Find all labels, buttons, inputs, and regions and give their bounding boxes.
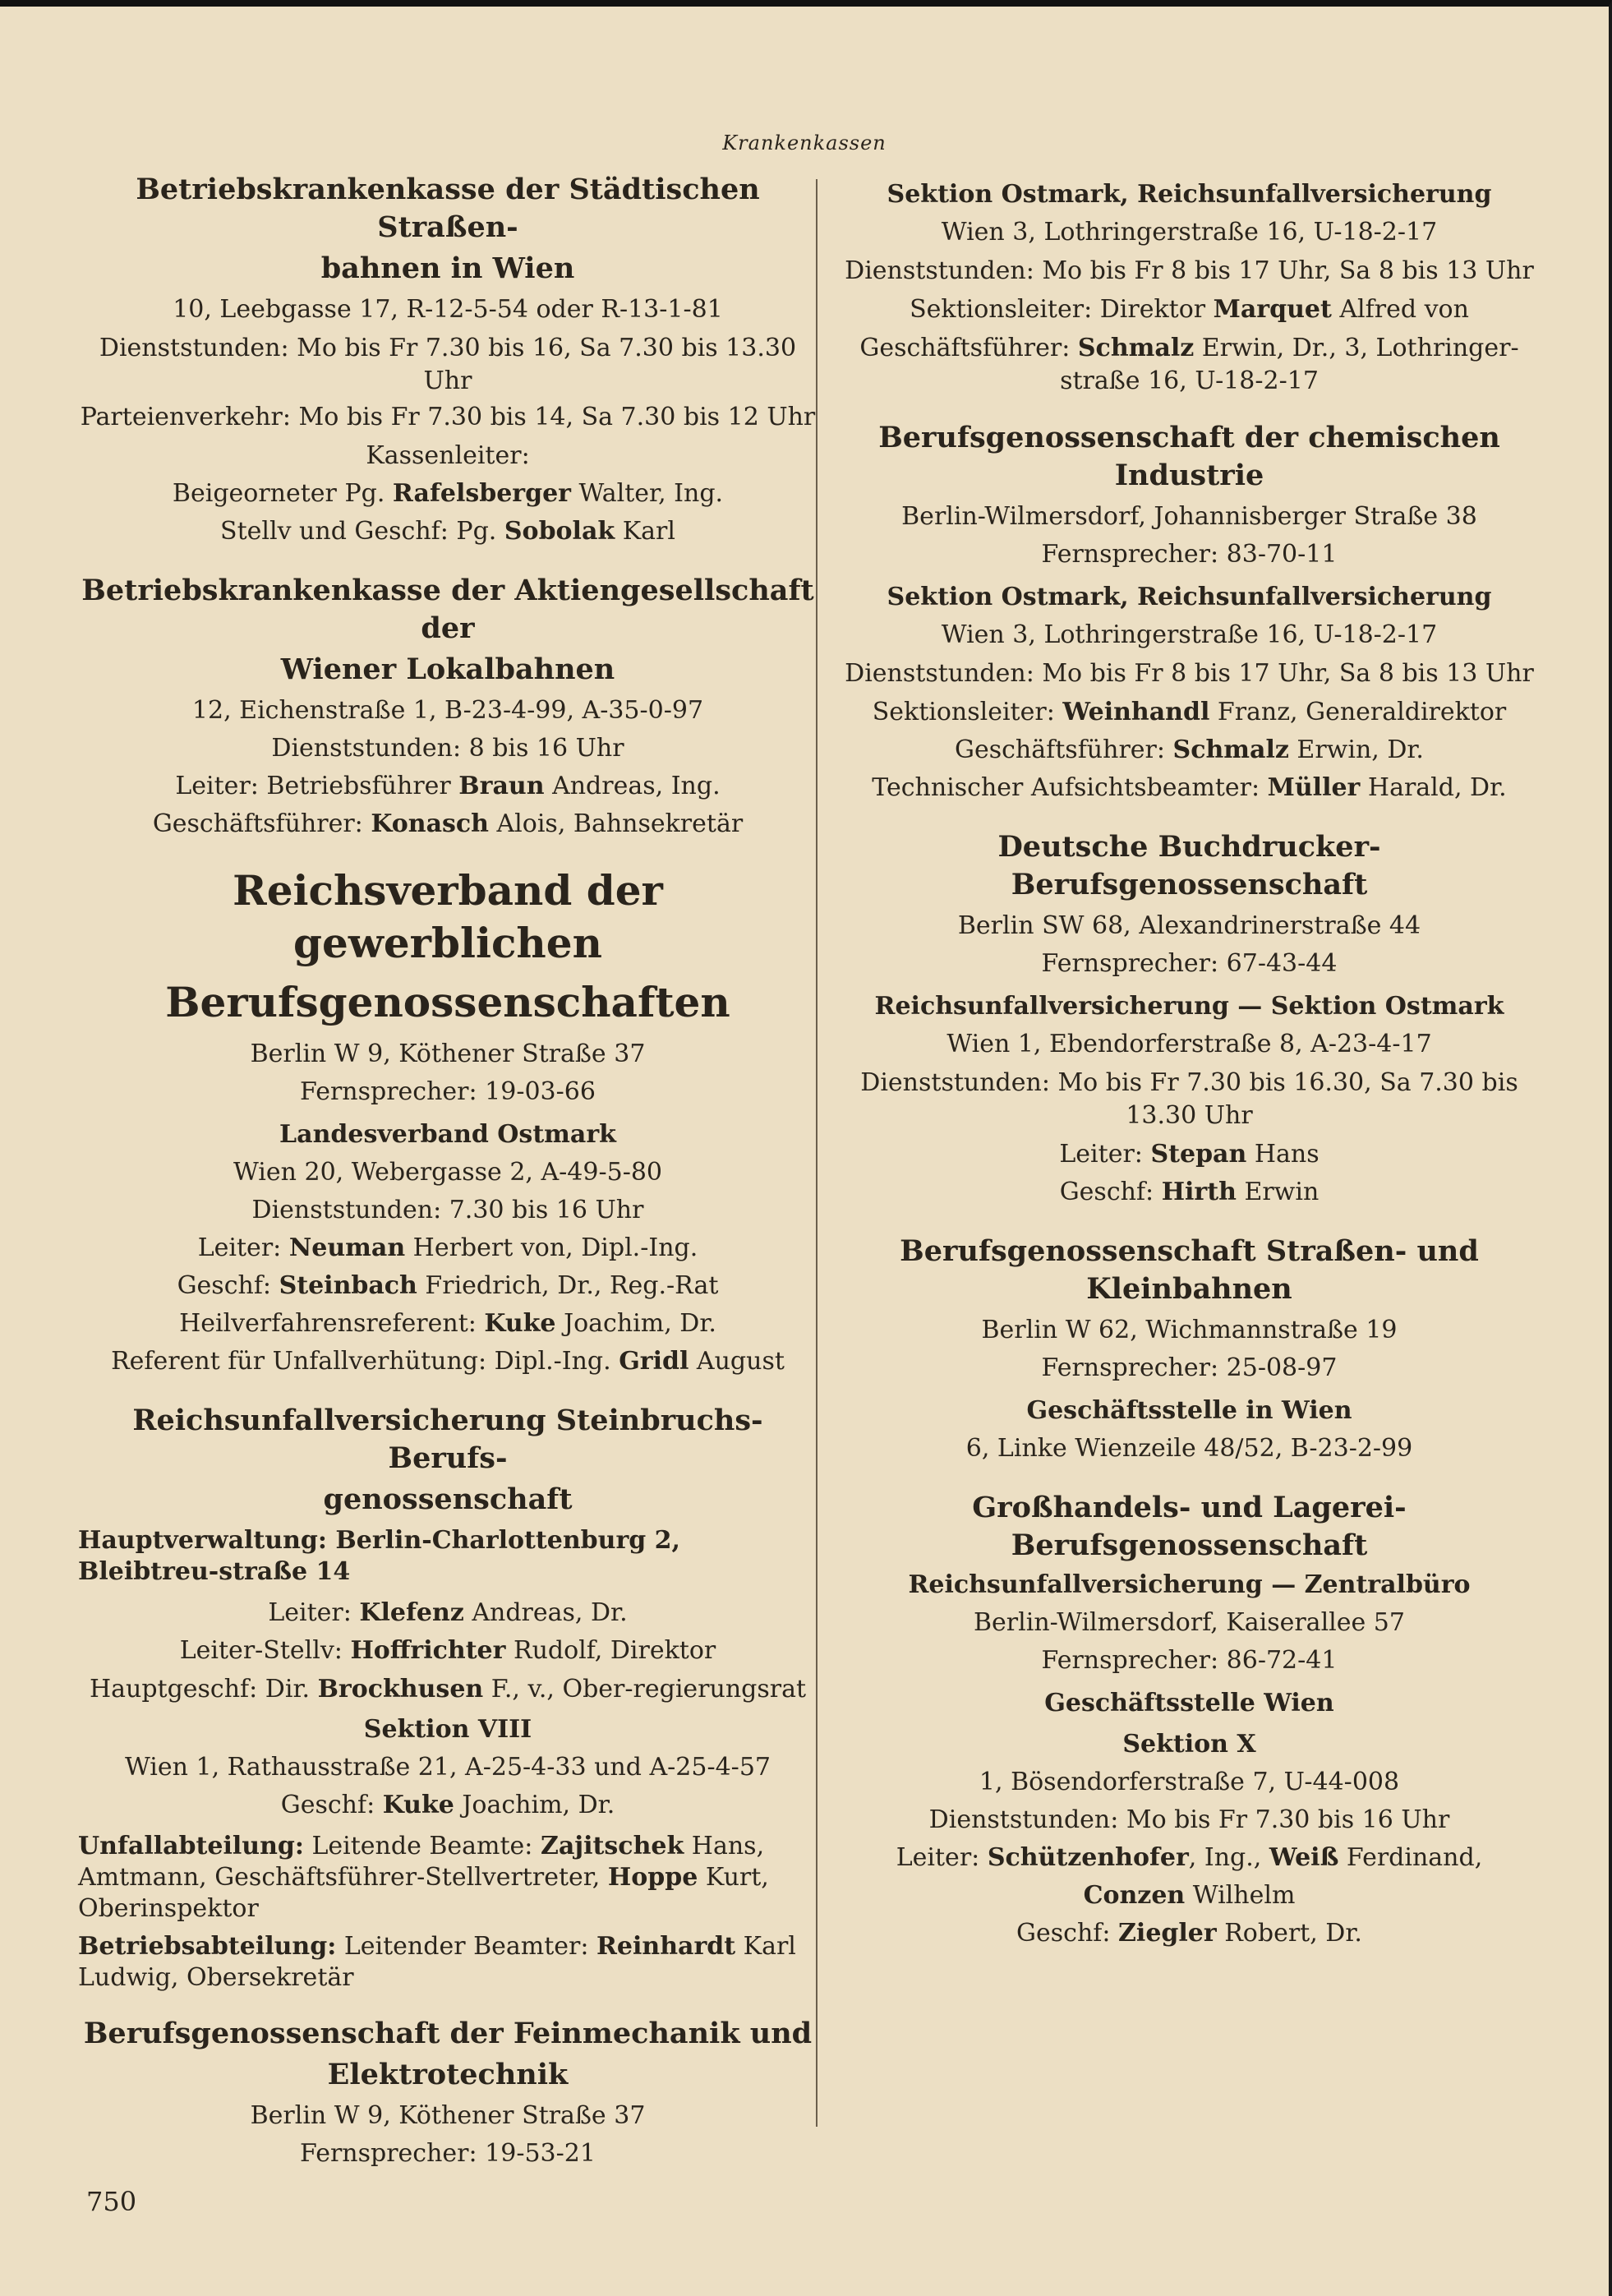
address: 10, Leebgasse 17, R-12-5-54 oder R-13-1-81 <box>173 295 723 324</box>
person-name: Braun <box>458 772 545 800</box>
phone: Fernsprecher: 25-08-97 <box>1041 1353 1338 1382</box>
person-line: Leiter: Neuman Herbert von, Dipl.-Ing. <box>197 1233 698 1262</box>
subheading: Landesverband Ostmark <box>279 1120 616 1149</box>
person-line: Geschf: Steinbach Friedrich, Dr., Reg.-Rat <box>177 1271 719 1300</box>
person-name: Müller <box>1267 773 1361 802</box>
person-line: Hauptgeschf: Dir. Brockhusen F., v., Ober-regierungsrat <box>89 1675 807 1704</box>
subheading: Sektion VIII <box>363 1715 532 1744</box>
subheading: Sektion X <box>1122 1730 1256 1759</box>
person-name: Weinhandl <box>1062 698 1210 726</box>
person-line: Geschf: Kuke Joachim, Dr. <box>280 1791 615 1819</box>
subheading: Sektion Ostmark, Reichsunfallversicherung <box>887 583 1492 611</box>
person-name: Hirth <box>1161 1178 1237 1206</box>
person-name: Schützenhofer <box>987 1843 1189 1872</box>
public-hours: Parteienverkehr: Mo bis Fr 7.30 bis 14, Sa 7.30 bis 12 Uhr <box>80 403 816 431</box>
person-name: Kuke <box>484 1309 556 1338</box>
entry-title: Deutsche Buchdrucker-Berufsgenossenschaft <box>997 830 1381 901</box>
phone: Fernsprecher: 67-43-44 <box>1041 949 1338 978</box>
address: Wien 20, Webergasse 2, A-49-5-80 <box>233 1158 663 1187</box>
entry-title-cont: Elektrotechnik <box>327 2058 569 2091</box>
right-column <box>830 171 1549 1974</box>
operations-department: Betriebsabteilung: Leitender Beamter: Reinhardt Karl Ludwig, Obersekretär <box>78 1932 796 1992</box>
person-name: Marquet <box>1213 295 1332 324</box>
person-name: Gridl <box>619 1347 689 1376</box>
person-line: Geschäftsführer: Konasch Alois, Bahnsekretär <box>152 809 744 838</box>
person-name: Reinhardt <box>596 1932 736 1961</box>
entry-betriebskrankenkasse-strassenbahnen <box>78 171 818 551</box>
entry-title-cont: Wiener Lokalbahnen <box>280 652 615 686</box>
subheading: Geschäftsstelle Wien <box>1044 1689 1334 1717</box>
entry-title-cont: bahnen in Wien <box>320 251 575 285</box>
person-name: Hoppe <box>607 1863 698 1892</box>
person-name: Stepan <box>1150 1140 1247 1169</box>
address: Berlin SW 68, Alexandrinerstraße 44 <box>957 911 1421 940</box>
section-heading: Reichsverband der gewerblichen <box>233 866 663 967</box>
entry-feinmechanik <box>78 2015 818 2173</box>
person-line: Sektionsleiter: Weinhandl Franz, Generaldirektor <box>872 698 1507 726</box>
person-line: Sektionsleiter: Direktor Marquet Alfred von <box>910 295 1469 324</box>
person-name: Klefenz <box>359 1598 464 1627</box>
entry-reichsverband <box>78 864 818 1381</box>
address: Wien 1, Ebendorferstraße 8, A-23-4-17 <box>946 1030 1432 1058</box>
accident-department: Unfallabteilung: Leitende Beamte: Zajitschek Hans, Amtmann, Geschäftsführer-Stellvertreter, Hoppe Kurt, Oberinspektor <box>78 1832 769 1923</box>
office-hours: Dienststunden: Mo bis Fr 7.30 bis 16.30, Sa 7.30 bis 13.30 Uhr <box>860 1068 1518 1130</box>
phone: Fernsprecher: 86-72-41 <box>1041 1646 1338 1675</box>
page-number: 750 <box>86 2186 137 2217</box>
label: Kassenleiter: <box>366 441 530 470</box>
person-line: Beigeorneter Pg. Rafelsberger Walter, Ing. <box>172 479 724 508</box>
person-name: Hoffrichter <box>350 1636 506 1665</box>
section-heading-cont: Berufsgenossenschaften <box>165 978 730 1026</box>
person-line: Leiter: Klefenz Andreas, Dr. <box>268 1598 628 1627</box>
entry-title: Berufsgenossenschaft der chemischen Industrie <box>878 421 1500 492</box>
running-head: Krankenkassen <box>722 131 887 154</box>
person-line: Geschäftsführer: Schmalz Erwin, Dr. <box>955 735 1424 764</box>
subheading: Sektion Ostmark, Reichsunfallversicherung <box>887 180 1492 209</box>
entry-title: Großhandels- und Lagerei-Berufsgenossenschaft <box>972 1491 1407 1562</box>
person-line: Leiter: Schützenhofer, Ing., Weiß Ferdinand, <box>896 1843 1483 1872</box>
subheading: Reichsunfallversicherung — Sektion Ostmark <box>874 992 1504 1021</box>
person-line: Leiter: Stepan Hans <box>1059 1140 1320 1169</box>
person-name: Sobolak <box>504 517 615 546</box>
entry-title: Betriebskrankenkasse der Städtischen Straßen- <box>136 173 760 244</box>
person-name: Weiß <box>1269 1843 1339 1872</box>
headquarters: Hauptverwaltung: Berlin-Charlottenburg 2, Bleibtreu-straße 14 <box>78 1526 680 1586</box>
address: 1, Bösendorferstraße 7, U-44-008 <box>979 1768 1400 1796</box>
phone: Fernsprecher: 83-70-11 <box>1041 540 1338 569</box>
office-hours: Dienststunden: Mo bis Fr 8 bis 17 Uhr, Sa 8 bis 13 Uhr <box>845 659 1534 688</box>
entry-title: Betriebskrankenkasse der Aktiengesellschaft der <box>81 574 814 645</box>
person-name: Conzen <box>1083 1881 1186 1910</box>
address: 6, Linke Wienzeile 48/52, B-23-2-99 <box>965 1434 1413 1463</box>
entry-grosshandel-lagerei <box>830 1489 1549 1953</box>
address: Wien 1, Rathausstraße 21, A-25-4-33 und A-25-4-57 <box>124 1753 771 1782</box>
phone: Fernsprecher: 19-53-21 <box>300 2139 596 2168</box>
address: Berlin-Wilmersdorf, Johannisberger Straße 38 <box>901 502 1477 531</box>
entry-steinbruch <box>78 1402 818 1994</box>
person-name: Schmalz <box>1172 735 1289 764</box>
person-name: Ziegler <box>1118 1919 1217 1948</box>
left-column <box>78 171 818 2194</box>
address: Wien 3, Lothringerstraße 16, U-18-2-17 <box>941 620 1438 649</box>
office-hours: Dienststunden: Mo bis Fr 7.30 bis 16, Sa 7.30 bis 13.30 Uhr <box>99 334 797 395</box>
person-line: Heilverfahrensreferent: Kuke Joachim, Dr. <box>179 1309 716 1338</box>
person-name: Konasch <box>371 809 489 838</box>
address: Berlin W 9, Köthener Straße 37 <box>250 1040 646 1068</box>
person-line: Conzen Wilhelm <box>1083 1881 1296 1910</box>
entry-sektion-ostmark-1 <box>830 178 1549 398</box>
entry-buchdrucker <box>830 828 1549 1211</box>
person-line: Leiter: Betriebsführer Braun Andreas, Ing. <box>175 772 721 800</box>
person-line: Geschäftsführer: Schmalz Erwin, Dr., 3, Lothringer-straße 16, U-18-2-17 <box>859 334 1519 395</box>
entry-chemische-industrie <box>830 419 1549 807</box>
person-name: Brockhusen <box>317 1675 484 1704</box>
entry-title-cont: genossenschaft <box>323 1482 573 1516</box>
office-hours: Dienststunden: 8 bis 16 Uhr <box>271 734 624 763</box>
person-line: Geschf: Ziegler Robert, Dr. <box>1016 1919 1362 1948</box>
subheading: Reichsunfallversicherung — Zentralbüro <box>908 1570 1471 1599</box>
person-line: Geschf: Hirth Erwin <box>1059 1178 1320 1206</box>
person-line: Leiter-Stellv: Hoffrichter Rudolf, Direktor <box>179 1636 716 1665</box>
person-name: Rafelsberger <box>392 479 571 508</box>
person-name: Steinbach <box>279 1271 417 1300</box>
entry-betriebskrankenkasse-lokalbahnen <box>78 572 818 843</box>
entry-title: Berufsgenossenschaft Straßen- und Kleinbahnen <box>900 1234 1479 1306</box>
address: Berlin W 62, Wichmannstraße 19 <box>981 1316 1398 1344</box>
phone: Fernsprecher: 19-03-66 <box>300 1077 596 1106</box>
entry-title: Reichsunfallversicherung Steinbruchs-Berufs- <box>132 1404 763 1475</box>
person-name: Neuman <box>288 1233 406 1262</box>
office-hours: Dienststunden: Mo bis Fr 7.30 bis 16 Uhr <box>928 1805 1450 1834</box>
entry-strassen-kleinbahnen <box>830 1233 1549 1468</box>
person-line: Technischer Aufsichtsbeamter: Müller Harald, Dr. <box>872 773 1507 802</box>
office-hours: Dienststunden: 7.30 bis 16 Uhr <box>251 1196 644 1224</box>
person-line: Stellv und Geschf: Pg. Sobolak Karl <box>220 517 675 546</box>
subheading: Geschäftsstelle in Wien <box>1026 1396 1352 1425</box>
person-line: Referent für Unfallverhütung: Dipl.-Ing. Gridl August <box>111 1347 785 1376</box>
address: Berlin W 9, Köthener Straße 37 <box>250 2101 646 2130</box>
address: Berlin-Wilmersdorf, Kaiserallee 57 <box>974 1608 1405 1637</box>
office-hours: Dienststunden: Mo bis Fr 8 bis 17 Uhr, Sa 8 bis 13 Uhr <box>845 256 1534 285</box>
address: 12, Eichenstraße 1, B-23-4-99, A-35-0-97 <box>191 696 704 725</box>
person-name: Zajitschek <box>540 1832 684 1860</box>
address: Wien 3, Lothringerstraße 16, U-18-2-17 <box>941 218 1438 247</box>
person-name: Schmalz <box>1077 334 1195 362</box>
entry-title: Berufsgenossenschaft der Feinmechanik und <box>83 2017 813 2050</box>
person-name: Kuke <box>382 1791 454 1819</box>
